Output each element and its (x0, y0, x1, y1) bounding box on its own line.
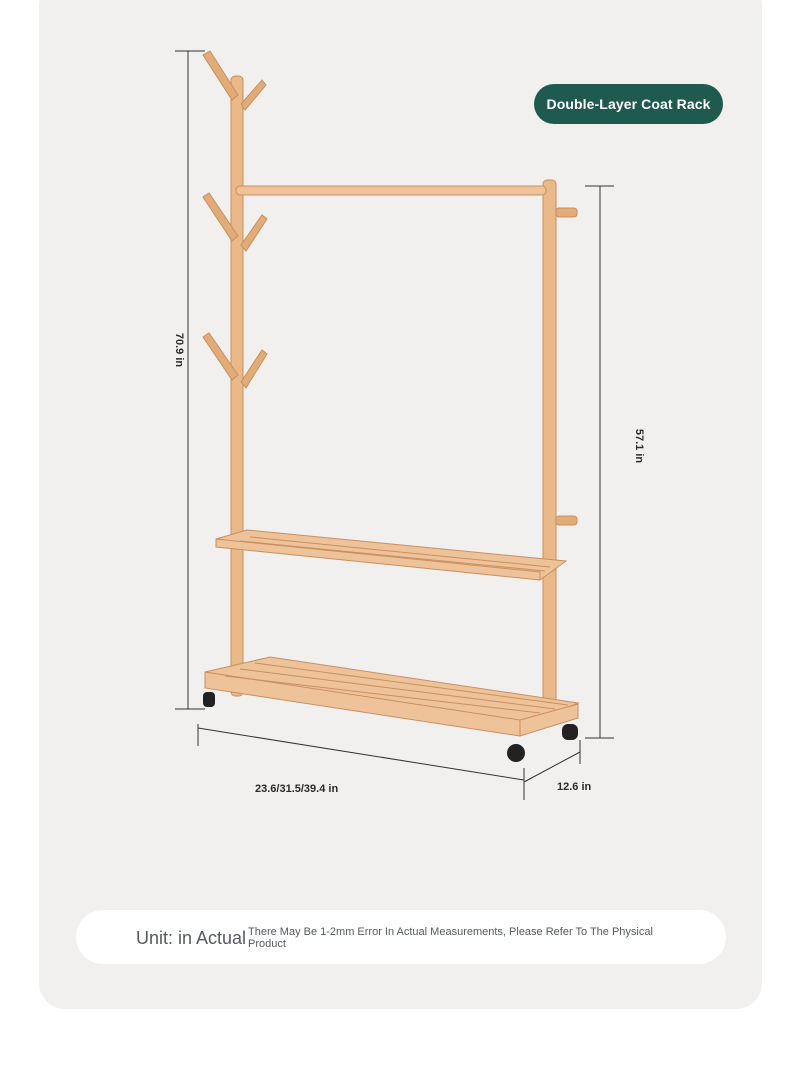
total-height-label: 70.9 in (173, 332, 186, 368)
measurement-note (76, 910, 726, 964)
rail-height-label: 57.1 in (633, 428, 646, 464)
width-label: 23.6/31.5/39.4 in (255, 783, 339, 795)
rack (203, 51, 578, 736)
unit-label: Unit: in Actual (136, 928, 247, 948)
measurement-disclaimer: There May Be 1-2mm Error In Actual Measurements, Please Refer To The Physical Product (248, 926, 653, 950)
product-type-badge: Double-Layer Coat Rack (534, 84, 723, 124)
depth-label: 12.6 in (557, 781, 592, 793)
